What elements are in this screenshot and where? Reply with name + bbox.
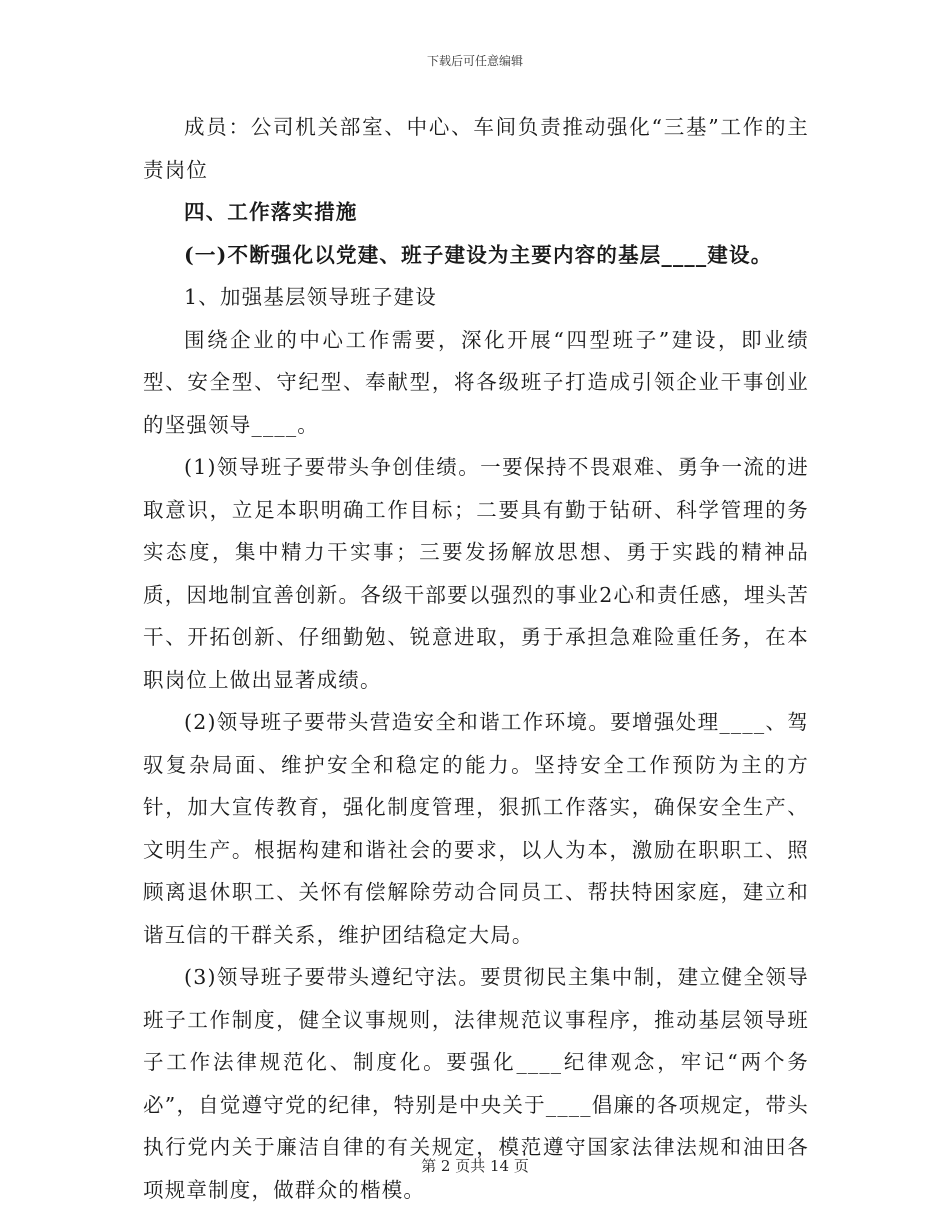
paragraph-point-3: (3)领导班子要带头遵纪守法。要贯彻民主集中制，建立健全领导班子工作制度，健全议事规则，法律规范议事程序，推动基层领导班子工作法律规范化、制度化。要强化____纪律观念，牢记“两个务必”，自觉遵守党的纪律，特别是中央关于____倡廉的各项规定，带头执行党内关于廉洁自律的有关规定，模范遵守国家法律法规和油田各项规章制度，做群众的楷模。 (143, 965, 809, 1202)
subsection-heading-1: (一)不断强化以党建、班子建设为主要内容的基层____建设。 (184, 242, 773, 267)
section-heading-4: 四、工作落实措施 (184, 200, 358, 224)
paragraph-four-type: 围绕企业的中心工作需要，深化开展“四型班子”建设，即业绩型、安全型、守纪型、奉献型，将各级班子打造成引领企业干事创业的坚强领导____。 (143, 327, 809, 437)
document-body (143, 106, 809, 1211)
page-header: 下载后可任意编辑 (426, 54, 523, 68)
item-heading-1: 1、加强基层领导班子建设 (184, 285, 437, 309)
paragraph-point-2: (2)领导班子要带头营造安全和谐工作环境。要增强处理____、驾驭复杂局面、维护安全和稳定的能力。坚持安全工作预防为主的方针，加大宣传教育，强化制度管理，狠抓工作落实，确保安全生产、文明生产。根据构建和谐社会的要求，以人为本，激励在职职工、照顾离退休职工、关怀有偿解除劳动合同员工、帮扶特困家庭，建立和谐互信的干群关系，维护团结稳定大局。 (143, 710, 809, 947)
page-footer: 第 2 页共 14 页 (421, 1157, 529, 1175)
paragraph-members: 成员：公司机关部室、中心、车间负责推动强化“三基”工作的主责岗位 (143, 115, 809, 182)
paragraph-point-1: (1)领导班子要带头争创佳绩。一要保持不畏艰难、勇争一流的进取意识，立足本职明确工作目标；二要具有勤于钻研、科学管理的务实态度，集中精力干实事；三要发扬解放思想、勇于实践的精神品质，因地制宜善创新。各级干部要以强烈的事业2心和责任感，埋头苦干、开拓创新、仔细勤勉、锐意进取，勇于承担急难险重任务，在本职岗位上做出显著成绩。 (143, 455, 809, 692)
